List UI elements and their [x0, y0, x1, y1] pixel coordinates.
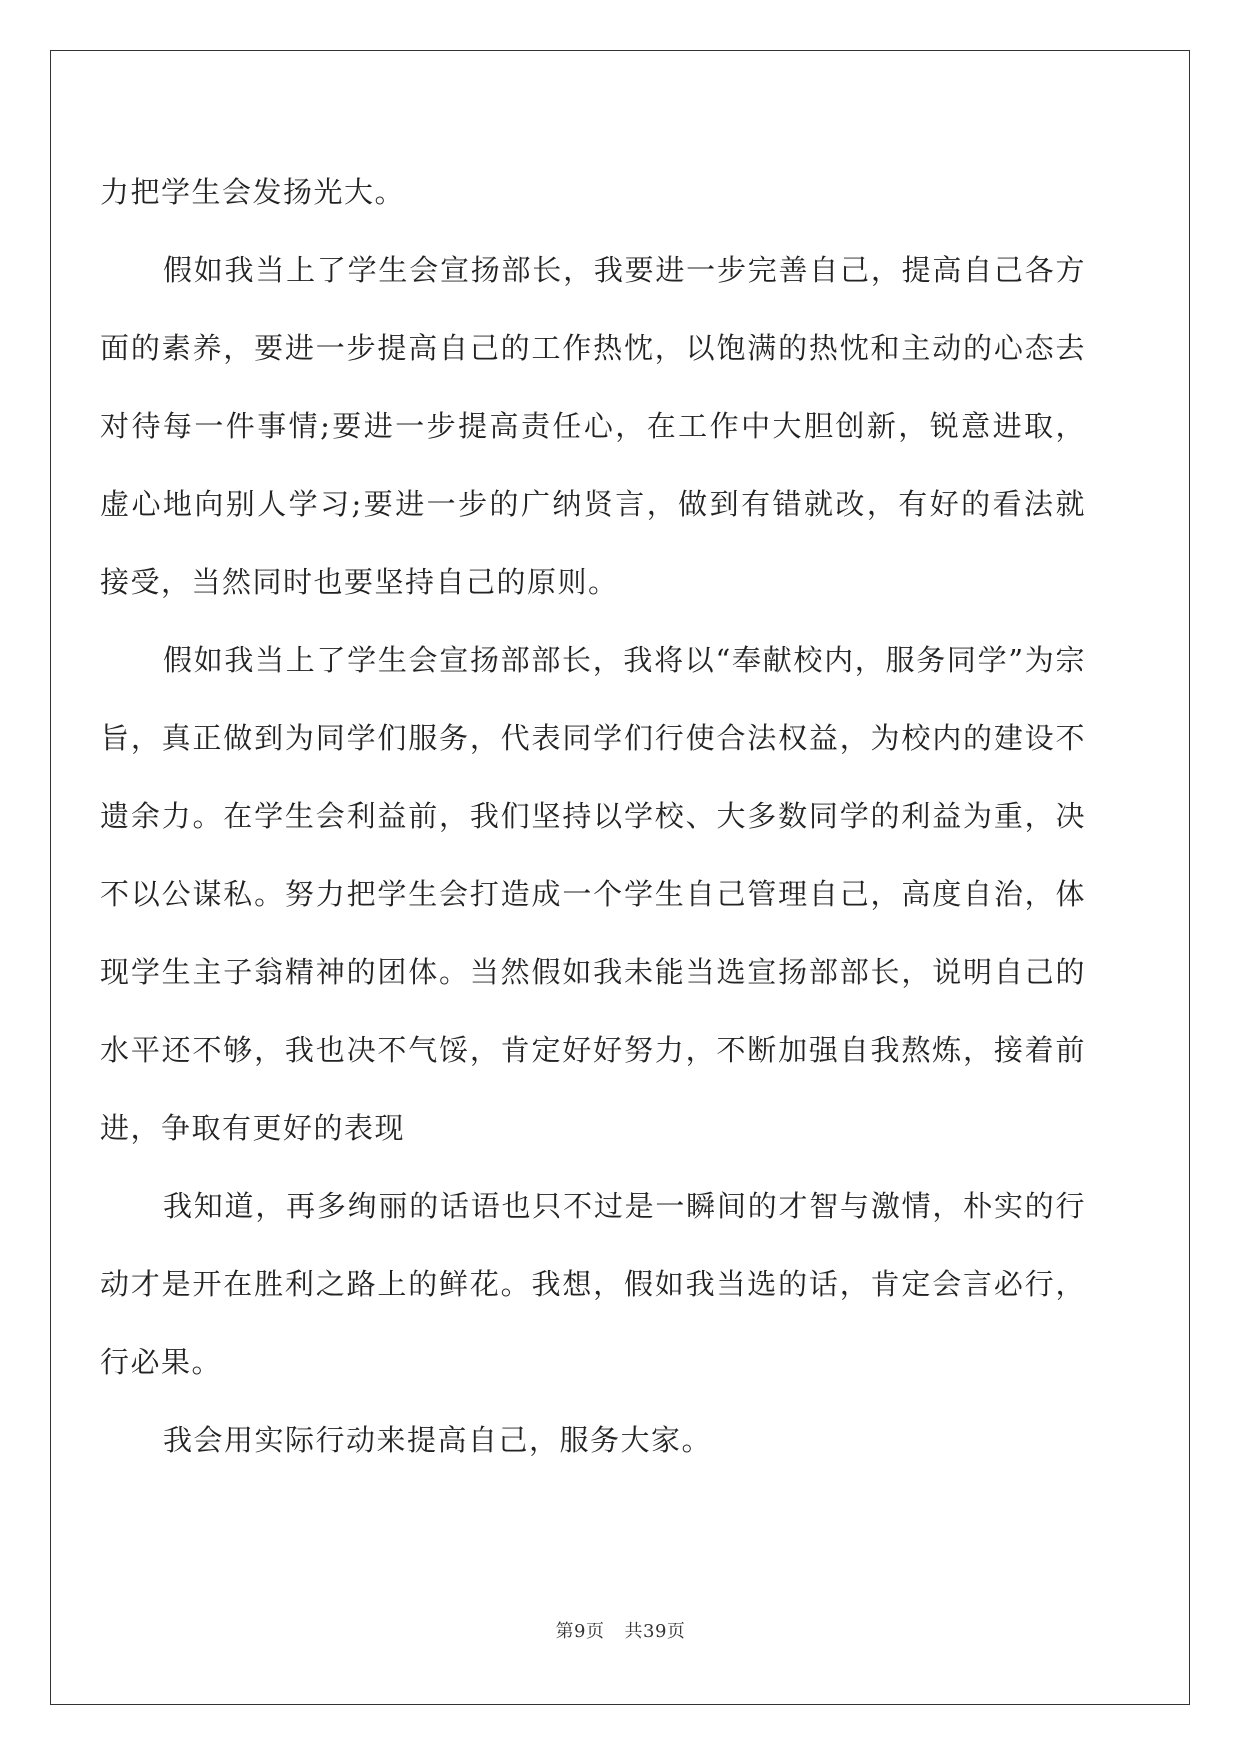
page-number: 第9页	[555, 1621, 605, 1642]
paragraph-1: 力把学生会发扬光大。	[100, 175, 406, 209]
paragraph-2: 假如我当上了学生会宣扬部长，我要进一步完善自己，提高自己各方面的素养，要进一步提高自己的工作热忱，以饱满的热忱和主动的心态去对待每一件事情;要进一步提高责任心，在工作中大胆创新，锐意进取，虚心地向别人学习;要进一步的广纳贤言，做到有错就改，有好的看法就接受，当然同时也要坚持自己的原则。	[100, 253, 1086, 599]
document-body	[100, 153, 1086, 1479]
paragraph-3: 假如我当上了学生会宣扬部部长，我将以“奉献校内，服务同学”为宗旨，真正做到为同学们服务，代表同学们行使合法权益，为校内的建设不遗余力。在学生会利益前，我们坚持以学校、大多数同学的利益为重，决不以公谋私。努力把学生会打造成一个学生自己管理自己，高度自治，体现学生主子翁精神的团体。当然假如我未能当选宣扬部部长，说明自己的水平还不够，我也决不气馁，肯定好好努力，不断加强自我熬炼，接着前进，争取有更好的表现	[100, 643, 1086, 1145]
paragraph-5: 我会用实际行动来提高自己，服务大家。	[163, 1423, 713, 1457]
page-footer	[0, 1617, 1241, 1643]
paragraph-4: 我知道，再多绚丽的话语也只不过是一瞬间的才智与激情，朴实的行动才是开在胜利之路上的鲜花。我想，假如我当选的话，肯定会言必行，行必果。	[100, 1189, 1086, 1379]
page-total: 共39页	[624, 1621, 686, 1642]
